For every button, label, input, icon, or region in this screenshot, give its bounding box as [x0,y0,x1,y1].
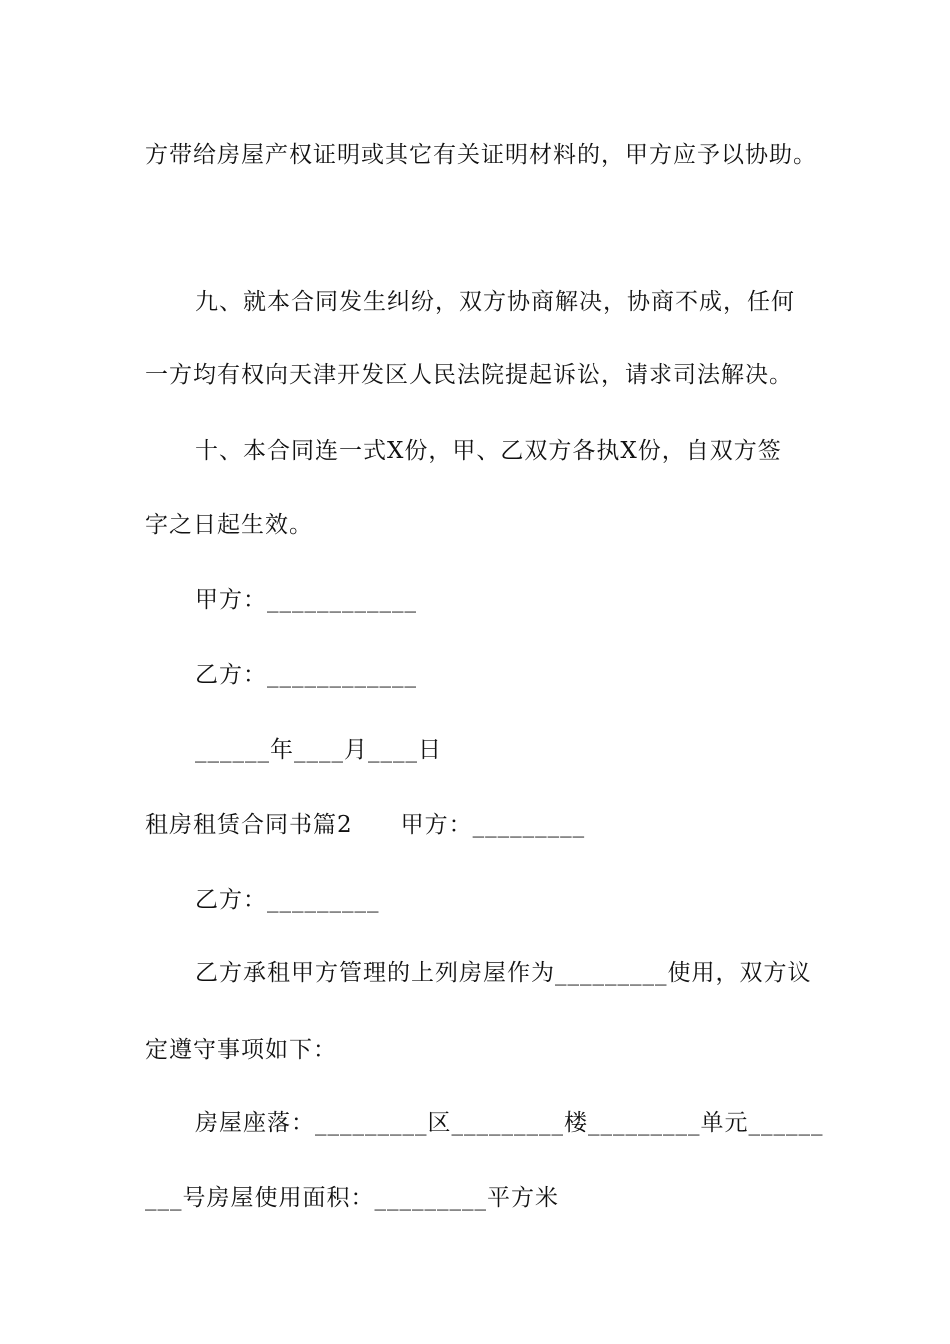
text-line-2: 九、就本合同发生纠纷，双方协商解决，协商不成，任何 [195,289,795,315]
text-line-3: 一方均有权向天津开发区人民法院提起诉讼，请求司法解决。 [145,362,793,388]
party-b-line: 乙方：_________ [195,887,380,913]
property-location-line: 房屋座落：_________区_________楼_________单元______ [195,1110,824,1136]
text-line-4: 十、本合同连一式X份，甲、乙双方各执X份，自双方签 [195,438,782,464]
party-a-signature-line: 甲方：____________ [195,587,417,613]
section-heading-line: 租房租赁合同书篇2 甲方：_________ [145,812,586,838]
date-line: ______年____月____日 [195,737,442,763]
text-line-1: 方带给房屋产权证明或其它有关证明材料的，甲方应予以协助。 [145,142,817,168]
text-line-5: 字之日起生效。 [145,512,313,538]
text-line-11: 乙方承租甲方管理的上列房屋作为_________使用，双方议 [195,960,812,986]
party-b-signature-line: 乙方：____________ [195,662,417,688]
property-area-line: ___号房屋使用面积：_________平方米 [145,1185,559,1211]
text-line-12: 定遵守事项如下： [145,1037,337,1063]
